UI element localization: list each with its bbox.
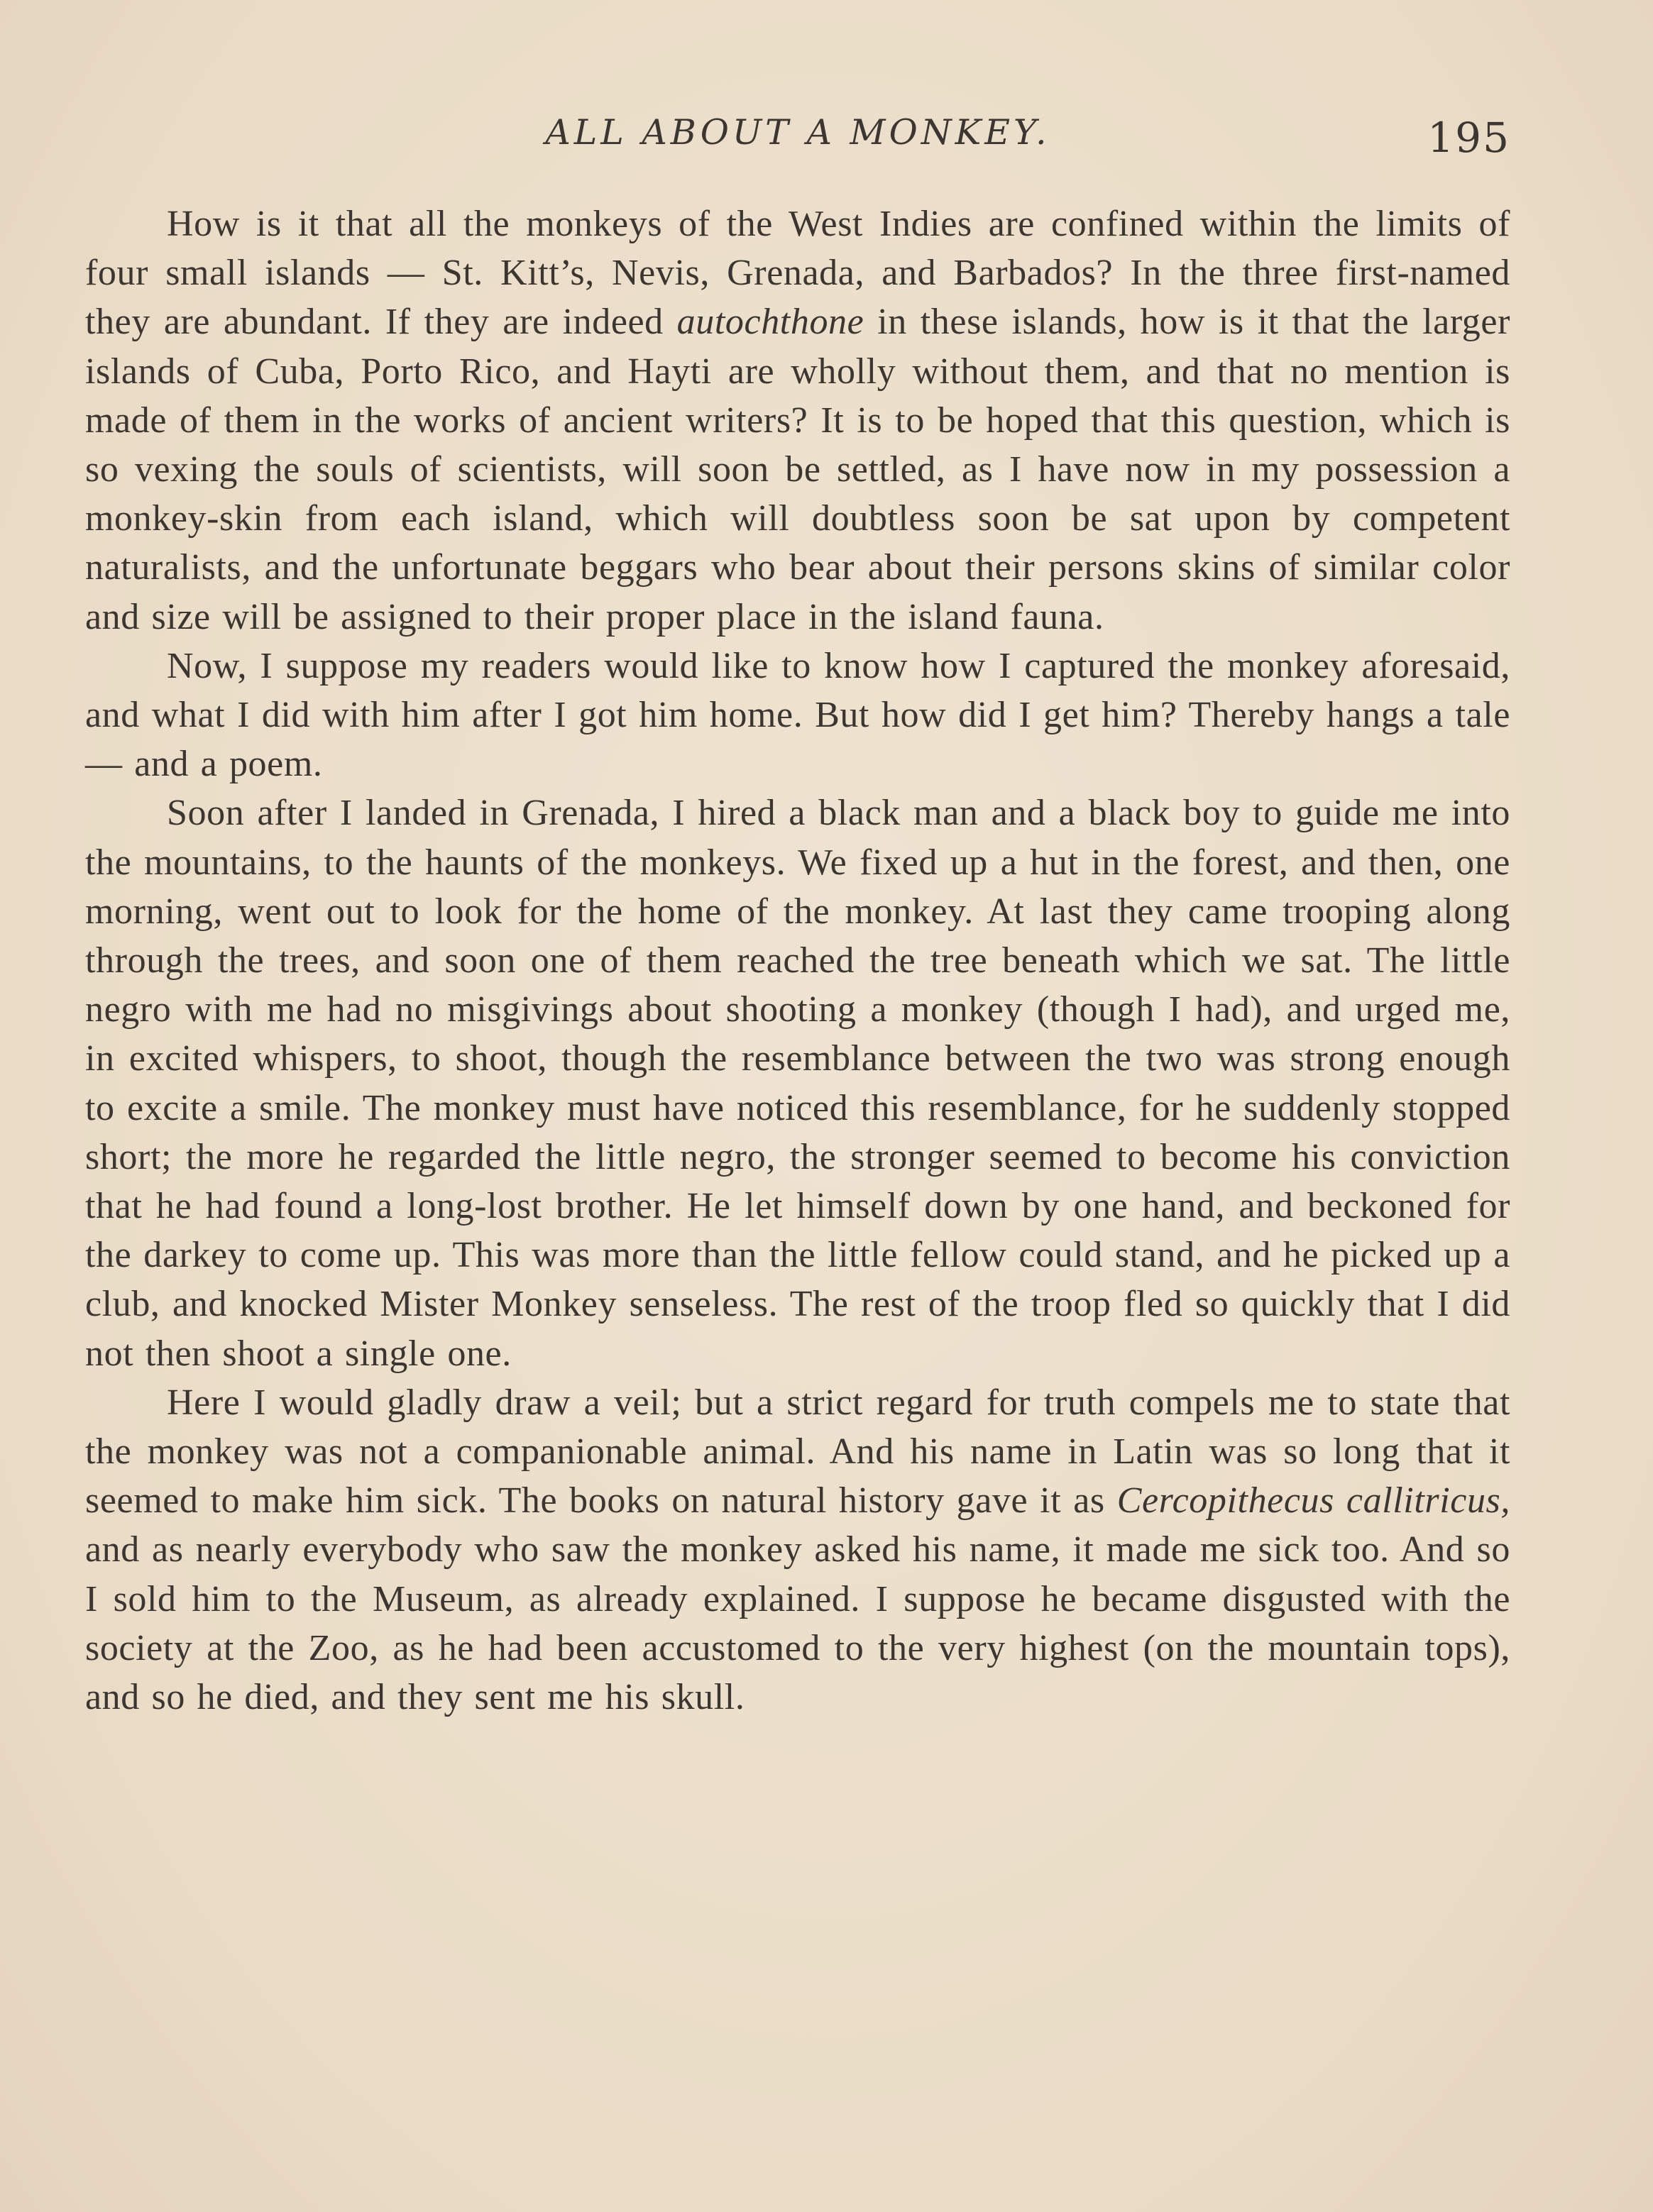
text-segment: Now, I suppose my readers would like to know how I captured the monkey aforesaid, and what I did with him after I got him home. But how did I get him? Thereby hangs a tale — and a poem. bbox=[85, 645, 1510, 785]
text-segment: and as nearly everybody who saw the monkey asked his name, it made me sick too. And so I sold him to the Museum, as already explained. I suppose he became disgusted with the society at the Zoo, as he had been accustomed to the very highest (on the mountain tops), and so he died, and they sent me his skull. bbox=[85, 1529, 1510, 1718]
text-segment: Here I would gladly draw a veil; but a strict regard for truth compels me to state that the monkey was not a companionable animal. And his name in Latin was so long that it seemed to make him sick. The books on natural history gave it as bbox=[85, 1382, 1510, 1522]
paragraph-2 bbox=[85, 642, 1510, 789]
italic-term: autochthone bbox=[676, 302, 864, 343]
page-header bbox=[85, 105, 1510, 162]
paragraph-4 bbox=[85, 1378, 1510, 1722]
paragraph-3 bbox=[85, 788, 1510, 1377]
text-segment: How is it that all the monkeys of the West Indies are confined within the limits of four small islands — St. Kitt’s, Nevis, Grenada, and Barbados? In the three first-named they are abundant. If they are indeed bbox=[85, 204, 1510, 343]
text-segment: in these islands, how is it that the larger islands of Cuba, Porto Rico, and Hayti are wholly without them, and that no mention is made of them in the works of ancient writers? It is to be hoped that this question, which is so vexing the souls of scientists, will soon be settled, as I have now in my possession a monkey-skin from each island, which will doubtless soon be sat upon by competent naturalists, and the unfortunate beggars who bear about their persons skins of similar color and size will be assigned to their proper place in the island fauna. bbox=[85, 302, 1510, 637]
body-text bbox=[85, 199, 1510, 1722]
running-title: ALL ABOUT A MONKEY. bbox=[545, 112, 1050, 153]
text-segment: Soon after I landed in Grenada, I hired a black man and a black boy to guide me into the mountains, to the haunts of the monkeys. We fixed up a hut in the forest, and then, one morning, went out to look for the home of the monkey. At last they came trooping along through the trees, and soon one of them reached the tree beneath which we sat. The little negro with me had no misgivings about shooting a monkey (though I had), and urged me, in excited whispers, to shoot, though the resemblance between the two was strong enough to excite a smile. The monkey must have noticed this resemblance, for he suddenly stopped short; the more he regarded the little negro, the stronger seemed to become his conviction that he had found a long-lost brother. He let himself down by one hand, and beckoned for the darkey to come up. This was more than the little fellow could stand, and he picked up a club, and knocked Mister Monkey senseless. The rest of the troop fled so quickly that I did not then shoot a single one. bbox=[85, 793, 1510, 1374]
paragraph-1 bbox=[85, 199, 1510, 642]
italic-term: Cercopithecus callitricus, bbox=[1116, 1480, 1510, 1522]
page-number: 195 bbox=[1427, 114, 1510, 162]
